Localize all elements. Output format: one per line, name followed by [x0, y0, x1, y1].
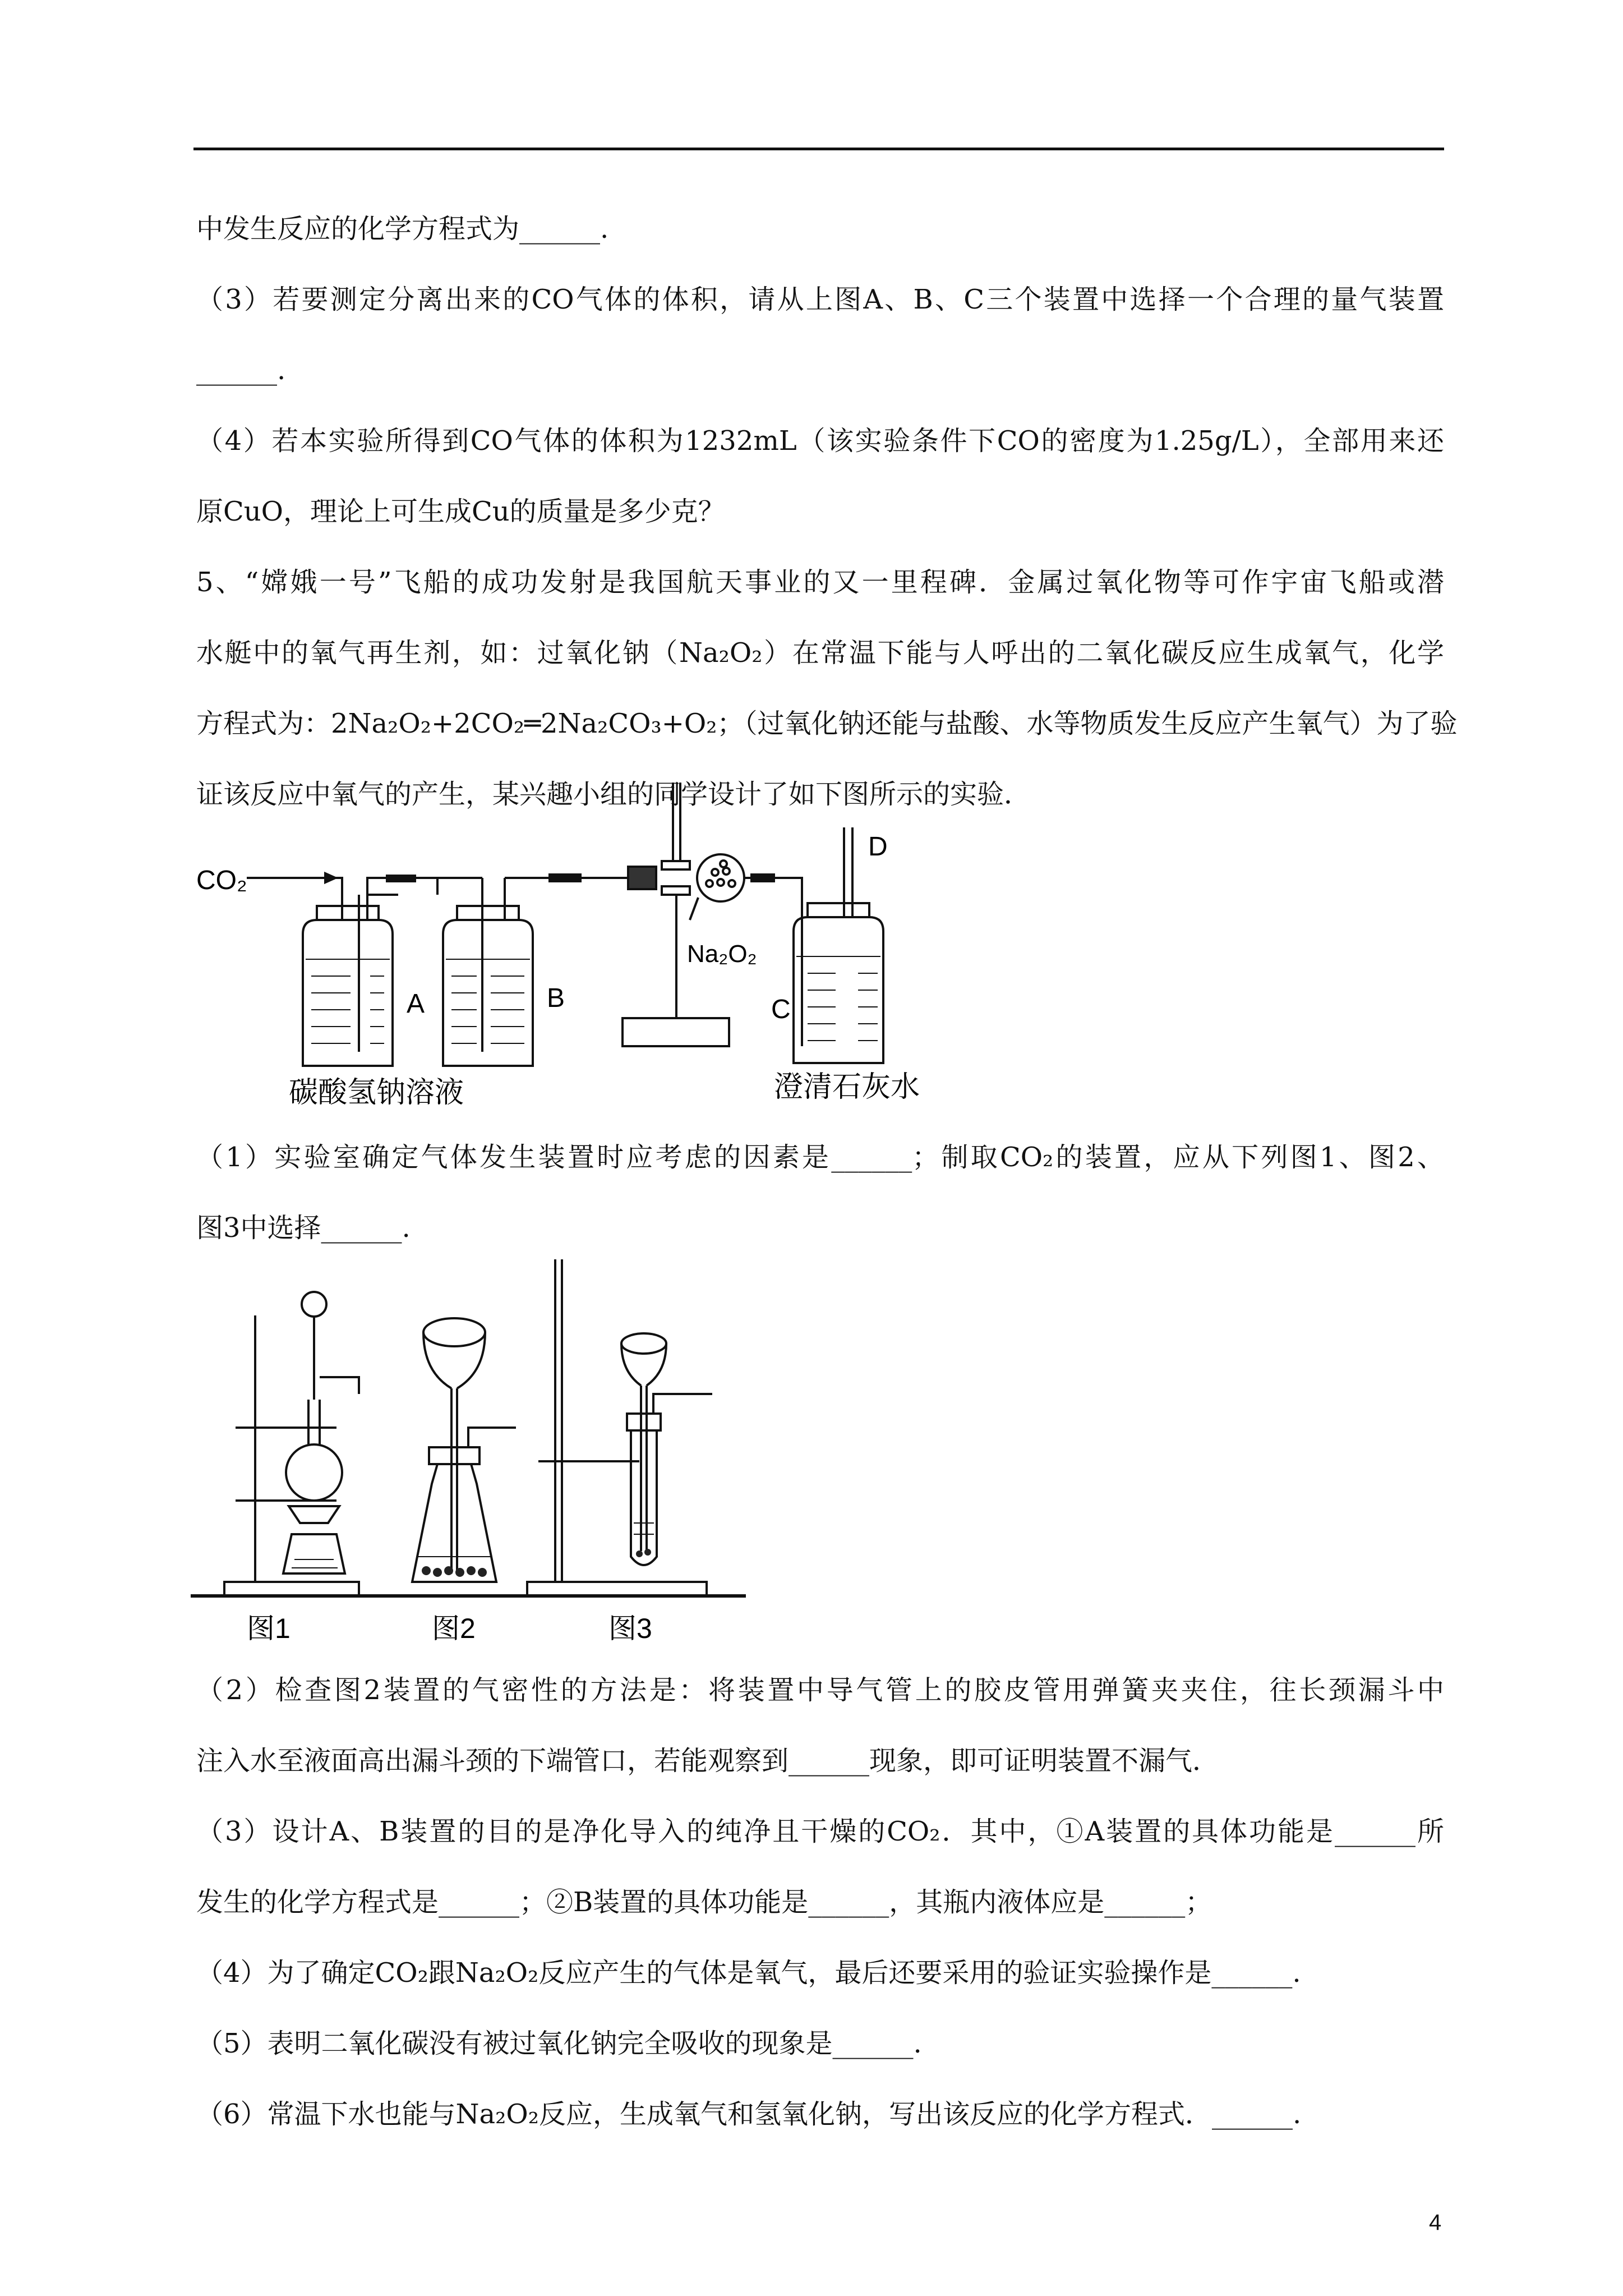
text-line: （4）为了确定CO₂跟Na₂O₂反应产生的气体是氧气，最后还要采用的验证实验操作是______.	[196, 1957, 1301, 1989]
text-line: 图3中选择______.	[196, 1212, 411, 1244]
text-line: 水艇中的氧气再生剂，如：过氧化钠（Na₂O₂）在常温下能与人呼出的二氧化碳反应生成氧气，化学	[196, 637, 1444, 669]
text-line: （3）若要测定分离出来的CO气体的体积，请从上图A、B、C三个装置中选择一个合理的量气装置	[196, 284, 1444, 315]
text-line: （4）若本实验所得到CO气体的体积为1232mL（该实验条件下CO的密度为1.25g/L），全部用来还	[196, 425, 1444, 457]
apparatus-figure	[191, 783, 942, 1108]
text-line: （3）设计A、B装置的目的是净化导入的纯净且干燥的CO₂．其中，①A装置的具体功能是______所	[196, 1816, 1444, 1847]
header-rule	[193, 148, 1444, 150]
bottle-b-label: B	[547, 983, 565, 1013]
question-block-mid	[196, 1122, 1444, 1263]
text-line: （1）实验室确定气体发生装置时应考虑的因素是______；制取CO₂的装置，应从下列图1、图2、	[196, 1142, 1444, 1173]
page-number: 4	[1429, 2210, 1442, 2235]
na2o2-label: Na₂O₂	[687, 940, 757, 968]
text-line: 中发生反应的化学方程式为______.	[196, 213, 609, 245]
co2-label: CO₂	[196, 866, 247, 895]
caption-limewater: 澄清石灰水	[774, 1071, 920, 1103]
text-line: 注入水至液面高出漏斗颈的下端管口，若能观察到______现象，即可证明装置不漏气．	[196, 1745, 1220, 1777]
caption-nahco3: 碳酸氢钠溶液	[289, 1076, 464, 1108]
fig3-caption: 图3	[608, 1613, 652, 1644]
fig2-caption: 图2	[432, 1613, 476, 1644]
text-line: 方程式为：2Na₂O₂+2CO₂═2Na₂CO₃+O₂；（过氧化钠还能与盐酸、水等物质发生反应产生氧气）为了验	[196, 708, 1458, 739]
text-line: 原CuO，理论上可生成Cu的质量是多少克？	[196, 496, 725, 527]
text-line: 证该反应中氧气的产生，某兴趣小组的同学设计了如下图所示的实验．	[196, 779, 1031, 810]
text-line: （2）检查图2装置的气密性的方法是：将装置中导气管上的胶皮管用弹簧夹夹住，往长颈漏斗中	[196, 1674, 1444, 1706]
generator-apparatus-figure	[191, 1259, 751, 1652]
d-label: D	[868, 832, 888, 862]
text-line: （5）表明二氧化碳没有被过氧化钠完全吸收的现象是______.	[196, 2028, 922, 2059]
text-line: 发生的化学方程式是______；②B装置的具体功能是______，其瓶内液体应是______；	[196, 1887, 1212, 1918]
question-block-bottom	[196, 1655, 1444, 2150]
text-line: ______.	[196, 355, 286, 386]
text-line: 5、“嫦娥一号”飞船的成功发射是我国航天事业的又一里程碑．金属过氧化物等可作宇宙飞船或潜	[196, 567, 1444, 598]
bottle-c-label: C	[771, 995, 791, 1024]
text-line: （6）常温下水也能与Na₂O₂反应，生成氧气和氢氧化钠，写出该反应的化学方程式．______.	[196, 2099, 1302, 2130]
fig1-caption: 图1	[247, 1613, 291, 1644]
bottle-a-label: A	[407, 989, 425, 1019]
question-block-top	[196, 194, 1458, 830]
